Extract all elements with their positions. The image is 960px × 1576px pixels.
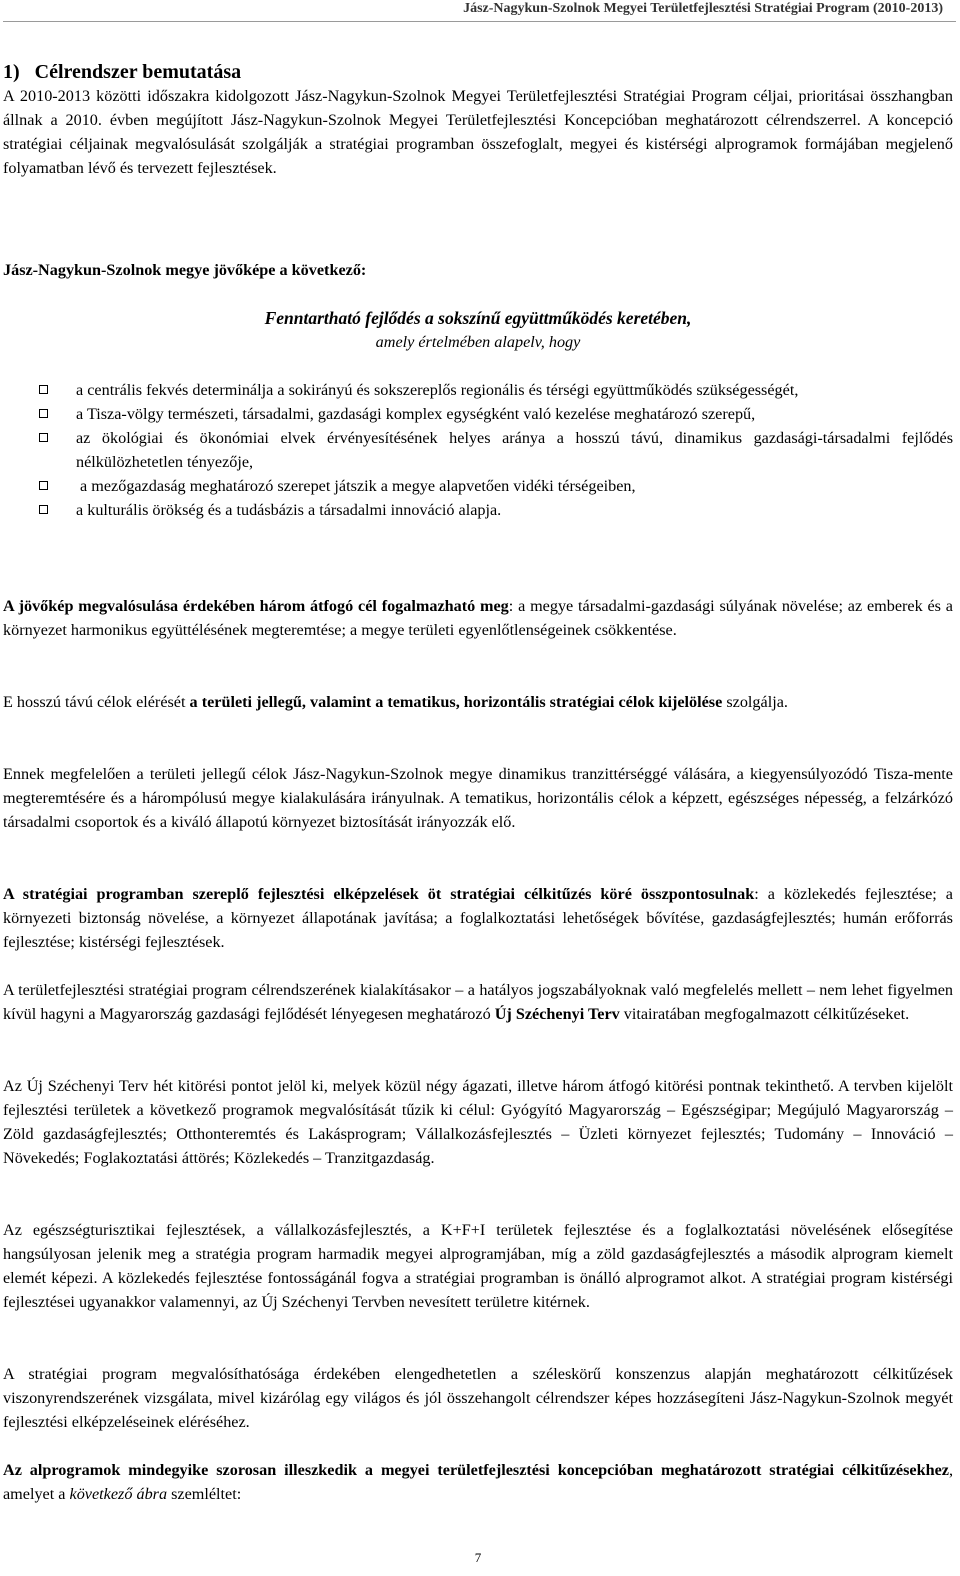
list-item-text: a centrális fekvés determinálja a sokirányú és sokszereplős regionális és térségi együttműködés szükségességét, xyxy=(76,381,799,399)
checkbox-bullet-icon xyxy=(39,505,48,514)
page-number: 7 xyxy=(474,1550,482,1565)
five-goals-paragraph xyxy=(3,882,953,954)
checkbox-bullet-icon xyxy=(39,481,48,490)
longterm-rest: szolgálja. xyxy=(722,693,788,711)
list-item-text: a Tisza-völgy természeti, társadalmi, gazdasági komplex egységként való kezelése meghatározó szerepű, xyxy=(76,405,756,423)
longterm-lead: E hosszú távú célok elérését xyxy=(3,693,190,711)
intro-paragraph: A 2010-2013 közötti időszakra kidolgozott Jász-Nagykun-Szolnok Megyei Területfejlesztési Stratégiai Program céljai, prioritásai összhangban állnak a 2010. évben megújított Jász-Nagykun-Szolnok Megyei Területfejlesztési Koncepcióban meghatározott célrendszerrel. A koncepció stratégiai céljainak megvalósulását szolgálják a stratégiai programban összefoglalt, megyei és kistérségi alprogramok formájában megjelenő folyamatban lévő és tervezett fejlesztések. xyxy=(3,87,953,177)
consensus-paragraph: A stratégiai program megvalósíthatósága érdekében elengedhetetlen a széleskörű konszenzus alapján meghatározott célkitűzések viszonyrendszerének vizsgálata, mivel kizárólag egy világos és jól összehangolt célrendszer képes hozzásegíteni Jász-Nagykun-Szolnok megyét fejlesztési elképzeléseinek eléréséhez. xyxy=(3,1365,953,1431)
longterm-bold: a területi jellegű, valamint a tematikus, horizontális stratégiai célok kijelölése xyxy=(189,693,723,711)
accordingly-paragraph: Ennek megfelelően a területi jellegű célok Jász-Nagykun-Szolnok megye dinamikus tranzittérséggé válására, a kiegyensúlyozódó Tisza-mente megteremtésére és a hárompólusú megye kialakulására irányulnak. A tematikus, horizontális célok a képzett, egészséges népesség, a felzárkózó társadalmi csoportok és a kiváló állapotú környezet biztosítását irányozzák elő. xyxy=(3,765,953,831)
final-mid: , amelyet a xyxy=(3,1461,953,1503)
list-item xyxy=(3,426,953,474)
section-title: 1) Célrendszer bemutatása xyxy=(3,61,242,83)
five-goals-rest: : a közlekedés fejlesztése; a környezeti biztonság növelése, a környezet állapotának javítása; a foglalkoztatási lehetőségek bővítése, gazdaságfejlesztés; humán erőforrás fejlesztése; kistérségi fejlesztések. xyxy=(3,885,953,951)
vision-statement: Fenntartható fejlődés a sokszínű együttműködés keretében, xyxy=(264,308,692,328)
list-item-text: a mezőgazdaság meghatározó szerepet játszik a megye alapvetően vidéki térségeiben, xyxy=(76,477,636,495)
final-italic: következő ábra xyxy=(69,1485,168,1503)
running-header: Jász-Nagykun-Szolnok Megyei Területfejlesztési Stratégiai Program (2010-2013) xyxy=(463,1,943,16)
list-item-text: az ökológiai és ökonómiai elvek érvényesítésének helyes aránya a hosszú távú, dinamikus gazdasági-társadalmi fejlődés nélkülözhetetlen tényezője, xyxy=(76,429,953,471)
five-goals-bold: A stratégiai programban szereplő fejlesztési elképzelések öt stratégiai célkitűzés köré összpontosulnak xyxy=(3,885,755,903)
list-item xyxy=(3,378,953,402)
final-bold: Az alprogramok mindegyike szorosan illeszkedik a megyei területfejlesztési koncepcióban meghatározott stratégiai célkitűzésekhez xyxy=(3,1461,949,1479)
goals-bold: A jövőkép megvalósulása érdekében három átfogó cél fogalmazható meg xyxy=(3,597,509,615)
seven-points-paragraph: Az Új Széchenyi Terv hét kitörési pontot jelöl ki, melyek közül négy ágazati, illetve három átfogó kitörési pontnak tekinthető. A tervben kijelölt fejlesztési területek a következő programok megvalósítását tűzik ki célul: Gyógyító Magyarország – Egészségipar; Megújuló Magyarország – Zöld gazdaságfejlesztés; Otthonteremtés és Lakásprogram; Vállalkozásfejlesztés – Üzleti környezet fejlesztés; Tudomány – Innováció – Növekedés; Foglakoztatási áttörés; Közlekedés – Tranzitgazdaság. xyxy=(3,1077,953,1167)
vision-subtitle: amely értelmében alapelv, hogy xyxy=(375,333,581,351)
header-divider xyxy=(3,21,956,22)
goals-paragraph xyxy=(3,594,953,642)
list-item xyxy=(3,402,953,426)
principles-list xyxy=(3,378,953,522)
checkbox-bullet-icon xyxy=(39,409,48,418)
final-rest: szemléltet: xyxy=(167,1485,242,1503)
checkbox-bullet-icon xyxy=(39,433,48,442)
goals-rest: : a megye társadalmi-gazdasági súlyának növelése; az emberek és a környezet harmonikus együttélésének megteremtése; a megye területi egyenlőtlenségeinek csökkentése. xyxy=(3,597,953,639)
list-item xyxy=(3,474,953,498)
list-item xyxy=(3,498,953,522)
longterm-paragraph xyxy=(3,690,953,714)
ujsz-lead: A területfejlesztési stratégiai program célrendszerének kialakításakor – a hatályos jogszabályoknak való megfelelés mellett – nem lehet figyelmen kívül hagyni a Magyarország gazdasági fejlődését lényegesen meghatározó xyxy=(3,981,953,1023)
list-item-text: a kulturális örökség és a tudásbázis a társadalmi innováció alapja. xyxy=(76,501,502,519)
final-paragraph xyxy=(3,1458,953,1506)
ujsz-bold: Új Széchenyi Terv xyxy=(494,1005,620,1023)
health-paragraph: Az egészségturisztikai fejlesztések, a vállalkozásfejlesztés, a K+F+I területek fejlesztése és a foglalkoztatási növelésének elősegítése hangsúlyosan jelenik meg a stratégia program harmadik megyei alprogramjában, míg a zöld gazdaságfejlesztés a második alprogram kiemelt elemét képezi. A közlekedés fejlesztése fontosságánál fogva a stratégiai programban is önálló alprogramot alkot. A stratégiai program kistérségi fejlesztései ugyanakkor valamennyi, az Új Széchenyi Tervben nevesített területre kitérnek. xyxy=(3,1221,953,1311)
checkbox-bullet-icon xyxy=(39,385,48,394)
ujsz-paragraph xyxy=(3,978,953,1026)
ujsz-rest: vitairatában megfogalmazott célkitűzéseket. xyxy=(619,1005,910,1023)
vision-heading: Jász-Nagykun-Szolnok megye jövőképe a következő: xyxy=(3,261,367,279)
